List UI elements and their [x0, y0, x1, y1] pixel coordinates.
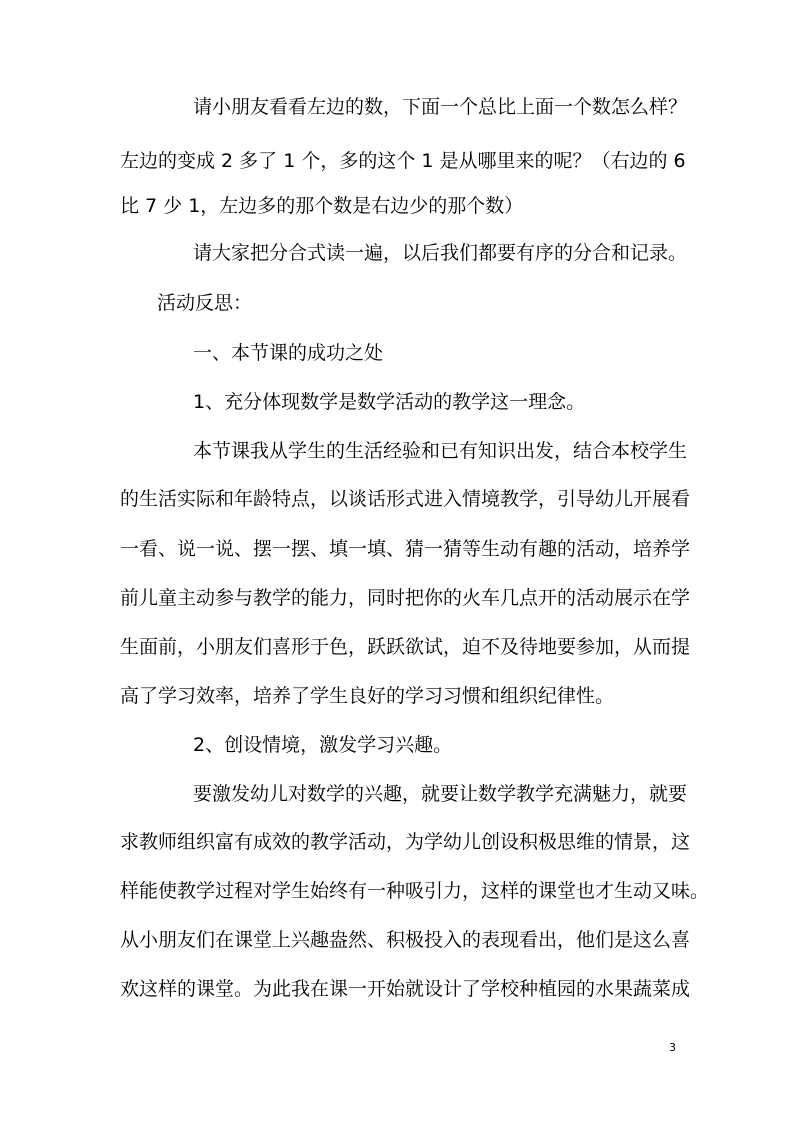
subsection-heading: 2、创设情境，激发学习兴趣。 — [193, 734, 453, 756]
paragraph-line: 本节课我从学生的生活经验和已有知识出发，结合本校学生 — [193, 440, 688, 462]
paragraph-line: 请小朋友看看左边的数，下面一个总比上面一个数怎么样？ — [193, 96, 688, 118]
section-heading: 活动反思： — [157, 292, 253, 314]
paragraph-line: 比 7 少 1，左边多的那个数是右边少的那个数） — [120, 195, 524, 217]
paragraph-line: 高了学习效率，培养了学生良好的学习习惯和组织纪律性。 — [120, 685, 615, 707]
page-number: 3 — [669, 1041, 676, 1054]
section-heading: 一、本节课的成功之处 — [193, 342, 384, 364]
paragraph-line: 要激发幼儿对数学的兴趣，就要让数学教学充满魅力，就要 — [193, 783, 688, 805]
subsection-heading: 1、充分体现数学是数学活动的教学这一理念。 — [193, 391, 586, 413]
paragraph-line: 左边的变成 2 多了 1 个，多的这个 1 是从哪里来的呢？（右边的 6 — [120, 150, 686, 172]
paragraph-line: 欢这样的课堂。为此我在课一开始就设计了学校种植园的水果蔬菜成 — [120, 978, 691, 1000]
paragraph-line: 请大家把分合式读一遍，以后我们都要有序的分合和记录。 — [193, 242, 688, 264]
paragraph-line: 的生活实际和年龄特点，以谈话形式进入情境教学，引导幼儿开展看 — [120, 488, 691, 510]
paragraph-line: 一看、说一说、摆一摆、填一填、猜一猜等生动有趣的活动，培养学 — [120, 538, 691, 560]
paragraph-line: 前儿童主动参与教学的能力，同时把你的火车几点开的活动展示在学 — [120, 587, 691, 609]
paragraph-line: 生面前，小朋友们喜形于色，跃跃欲试，迫不及待地要参加，从而提 — [120, 636, 691, 658]
paragraph-line: 从小朋友们在课堂上兴趣盎然、积极投入的表现看出，他们是这么喜 — [120, 929, 691, 951]
paragraph-line: 求教师组织富有成效的教学活动，为学幼儿创设积极思维的情景，这 — [120, 831, 691, 853]
paragraph-line: 样能使教学过程对学生始终有一种吸引力，这样的课堂也才生动又味。 — [120, 880, 710, 902]
